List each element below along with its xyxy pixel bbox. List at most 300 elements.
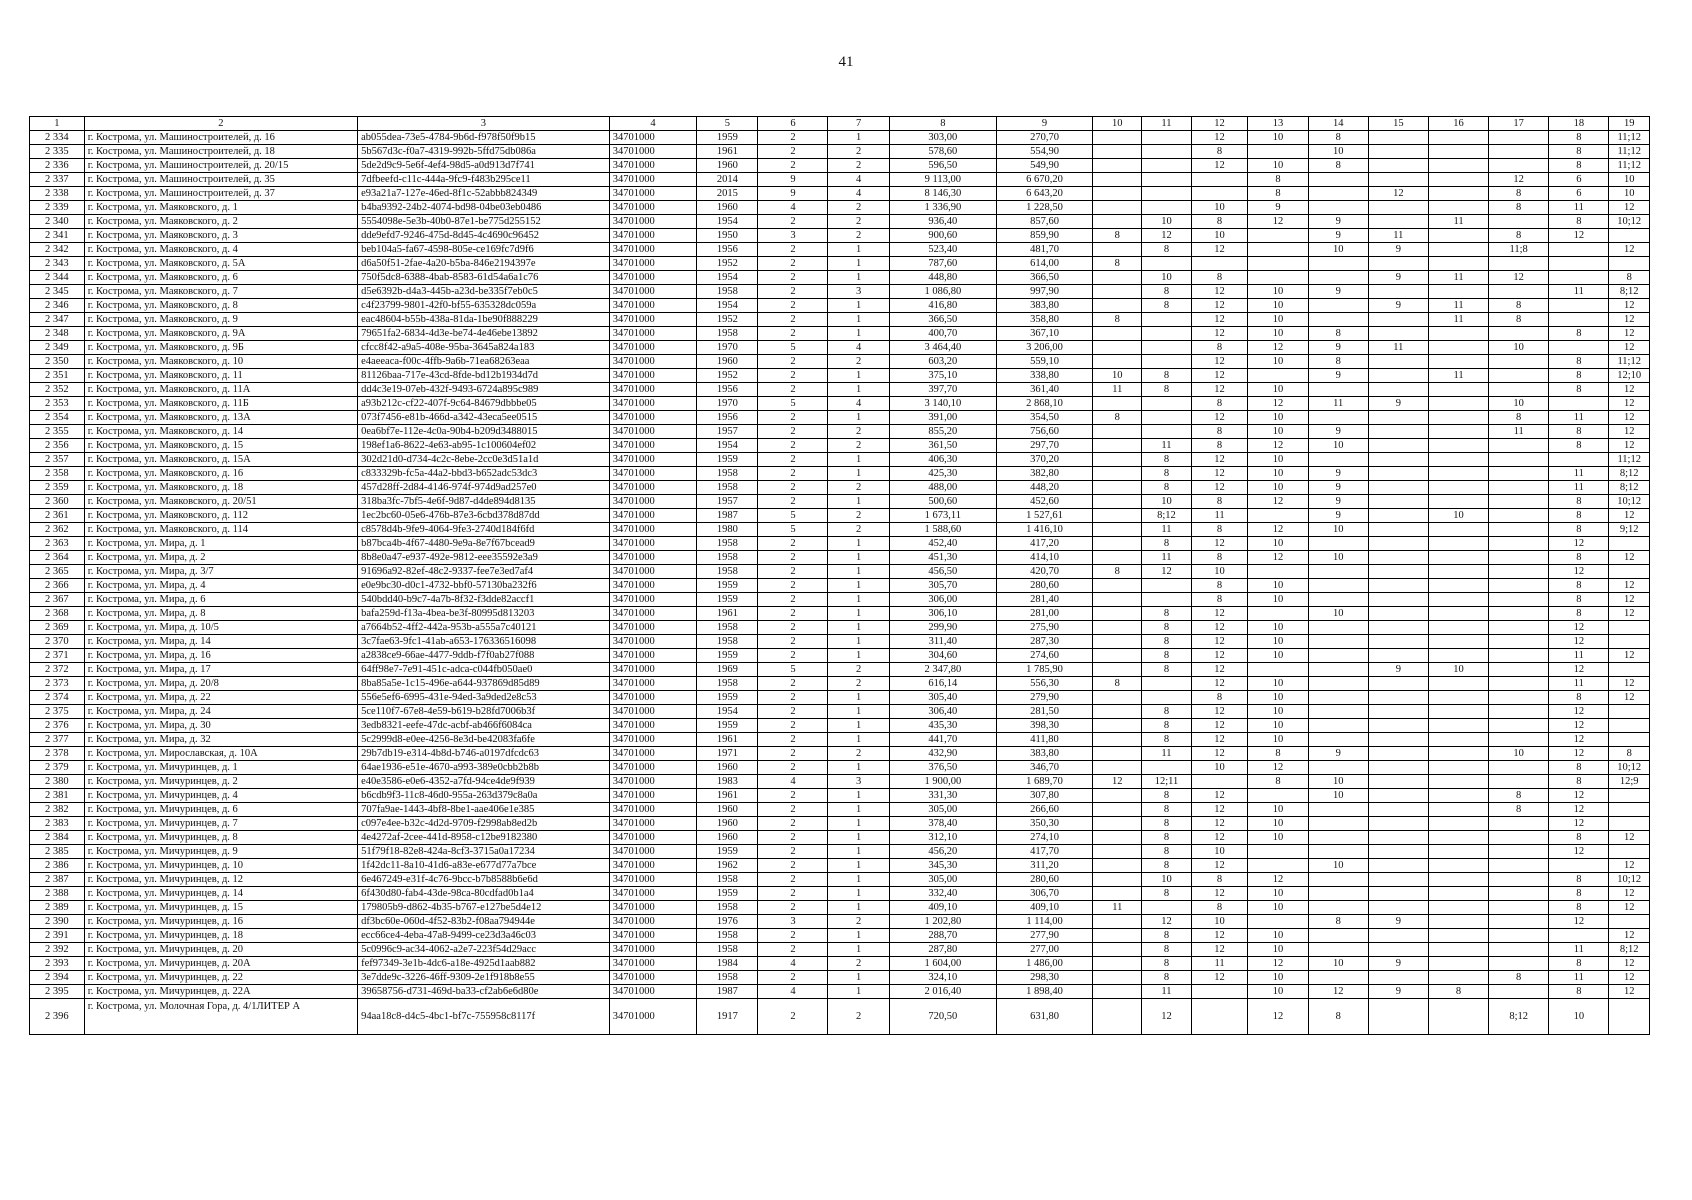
table-row [30, 901, 1650, 915]
col13-cell: 10 [1248, 649, 1308, 663]
floors-cell: 2 [758, 369, 828, 383]
col17-cell: 8 [1489, 803, 1549, 817]
col18-cell: 12 [1549, 705, 1609, 719]
col18-cell: 8 [1549, 131, 1609, 145]
table-row [30, 789, 1650, 803]
total-area-cell: 345,30 [889, 859, 996, 873]
address-cell: г. Кострома, ул. Маяковского, д. 18 [84, 481, 357, 495]
row-number-cell: 2 388 [30, 887, 85, 901]
col14-cell: 11 [1308, 397, 1368, 411]
address-cell: г. Кострома, ул. Мичуринцев, д. 1 [84, 761, 357, 775]
address-cell: г. Кострома, ул. Мичуринцев, д. 14 [84, 887, 357, 901]
living-area-cell: 383,80 [996, 747, 1092, 761]
col11-cell [1142, 761, 1191, 775]
total-area-cell: 303,00 [889, 131, 996, 145]
col14-cell [1308, 761, 1368, 775]
floors-cell: 2 [758, 999, 828, 1035]
col17-cell [1489, 985, 1549, 999]
col13-cell: 10 [1248, 299, 1308, 313]
col17-cell [1489, 929, 1549, 943]
col12-cell: 12 [1191, 537, 1248, 551]
fias-guid-cell: 8b8e0a47-e937-492e-9812-eee35592e3a9 [358, 551, 610, 565]
row-number-cell: 2 366 [30, 579, 85, 593]
year-cell: 1970 [697, 341, 758, 355]
col16-cell [1428, 845, 1488, 859]
oktmo-cell: 34701000 [609, 607, 697, 621]
col19-cell: 12 [1609, 327, 1650, 341]
year-cell: 1984 [697, 957, 758, 971]
year-cell: 1958 [697, 901, 758, 915]
col11-cell [1142, 131, 1191, 145]
row-number-cell: 2 370 [30, 635, 85, 649]
col10-cell [1093, 593, 1142, 607]
col16-cell [1428, 495, 1488, 509]
address-cell: г. Кострома, ул. Мира, д. 22 [84, 691, 357, 705]
oktmo-cell: 34701000 [609, 439, 697, 453]
col11-cell: 12;11 [1142, 775, 1191, 789]
row-number-cell: 2 357 [30, 453, 85, 467]
floors-cell: 2 [758, 313, 828, 327]
col10-cell [1093, 649, 1142, 663]
col12-cell: 10 [1191, 761, 1248, 775]
fias-guid-cell: ab055dea-73e5-4784-9b6d-f978f50f9b15 [358, 131, 610, 145]
col15-cell [1368, 873, 1428, 887]
col15-cell [1368, 733, 1428, 747]
col14-cell: 9 [1308, 369, 1368, 383]
year-cell: 1960 [697, 803, 758, 817]
entrances-cell: 2 [828, 677, 889, 691]
row-number-cell: 2 389 [30, 901, 85, 915]
col16-cell [1428, 537, 1488, 551]
column-header-2: 2 [84, 117, 357, 131]
year-cell: 1959 [697, 453, 758, 467]
col16-cell [1428, 187, 1488, 201]
row-number-cell: 2 386 [30, 859, 85, 873]
living-area-cell: 857,60 [996, 215, 1092, 229]
year-cell: 1970 [697, 397, 758, 411]
fias-guid-cell: e93a21a7-127e-46ed-8f1c-52abbb824349 [358, 187, 610, 201]
year-cell: 1971 [697, 747, 758, 761]
col18-cell [1549, 313, 1609, 327]
table-row [30, 145, 1650, 159]
floors-cell: 2 [758, 943, 828, 957]
col17-cell: 8 [1489, 971, 1549, 985]
total-area-cell: 287,80 [889, 943, 996, 957]
living-area-cell: 281,40 [996, 593, 1092, 607]
col17-cell: 10 [1489, 747, 1549, 761]
living-area-cell: 306,70 [996, 887, 1092, 901]
col19-cell: 12 [1609, 985, 1650, 999]
table-row [30, 663, 1650, 677]
col14-cell: 9 [1308, 285, 1368, 299]
living-area-cell: 275,90 [996, 621, 1092, 635]
col18-cell: 8 [1549, 159, 1609, 173]
col17-cell [1489, 943, 1549, 957]
table-row [30, 803, 1650, 817]
address-cell: г. Кострома, ул. Машиностроителей, д. 35 [84, 173, 357, 187]
col14-cell [1308, 929, 1368, 943]
col15-cell [1368, 649, 1428, 663]
fias-guid-cell: cfcc8f42-a9a5-408e-95ba-3645a824a183 [358, 341, 610, 355]
col10-cell: 10 [1093, 369, 1142, 383]
fias-guid-cell: d6a50f51-2fae-4a20-b5ba-846e2194397e [358, 257, 610, 271]
col11-cell: 8 [1142, 845, 1191, 859]
col11-cell: 11 [1142, 439, 1191, 453]
col15-cell [1368, 803, 1428, 817]
table-row [30, 691, 1650, 705]
col18-cell [1549, 299, 1609, 313]
floors-cell: 2 [758, 565, 828, 579]
total-area-cell: 1 588,60 [889, 523, 996, 537]
floors-cell: 5 [758, 523, 828, 537]
row-number-cell: 2 349 [30, 341, 85, 355]
total-area-cell: 1 086,80 [889, 285, 996, 299]
table-row [30, 453, 1650, 467]
year-cell: 1987 [697, 509, 758, 523]
living-area-cell: 279,90 [996, 691, 1092, 705]
col16-cell [1428, 831, 1488, 845]
col18-cell: 8 [1549, 327, 1609, 341]
col16-cell [1428, 579, 1488, 593]
col16-cell [1428, 145, 1488, 159]
col10-cell: 8 [1093, 677, 1142, 691]
col16-cell [1428, 957, 1488, 971]
address-cell: г. Кострома, ул. Маяковского, д. 6 [84, 271, 357, 285]
table-row [30, 719, 1650, 733]
year-cell: 1959 [697, 593, 758, 607]
total-area-cell: 500,60 [889, 495, 996, 509]
entrances-cell: 1 [828, 831, 889, 845]
col15-cell: 9 [1368, 397, 1428, 411]
col16-cell [1428, 705, 1488, 719]
living-area-cell: 614,00 [996, 257, 1092, 271]
col15-cell [1368, 383, 1428, 397]
col18-cell: 8 [1549, 355, 1609, 369]
col16-cell [1428, 635, 1488, 649]
col18-cell [1549, 453, 1609, 467]
col13-cell: 10 [1248, 635, 1308, 649]
col18-cell: 12 [1549, 635, 1609, 649]
floors-cell: 2 [758, 579, 828, 593]
col18-cell: 8 [1549, 145, 1609, 159]
col18-cell: 11 [1549, 649, 1609, 663]
col14-cell: 9 [1308, 509, 1368, 523]
col19-cell: 8;12 [1609, 285, 1650, 299]
oktmo-cell: 34701000 [609, 341, 697, 355]
floors-cell: 2 [758, 299, 828, 313]
col18-cell: 12 [1549, 719, 1609, 733]
total-area-cell: 305,00 [889, 873, 996, 887]
total-area-cell: 391,00 [889, 411, 996, 425]
col18-cell: 8 [1549, 873, 1609, 887]
col14-cell [1308, 201, 1368, 215]
col14-cell [1308, 635, 1368, 649]
col12-cell: 12 [1191, 803, 1248, 817]
col11-cell: 8 [1142, 285, 1191, 299]
row-number-cell: 2 378 [30, 747, 85, 761]
table-row [30, 845, 1650, 859]
col19-cell: 12 [1609, 397, 1650, 411]
col11-cell [1142, 425, 1191, 439]
col18-cell: 8 [1549, 831, 1609, 845]
oktmo-cell: 34701000 [609, 817, 697, 831]
col18-cell: 8 [1549, 369, 1609, 383]
floors-cell: 5 [758, 397, 828, 411]
row-number-cell: 2 362 [30, 523, 85, 537]
floors-cell: 3 [758, 229, 828, 243]
col16-cell: 11 [1428, 215, 1488, 229]
floors-cell: 2 [758, 691, 828, 705]
year-cell: 1954 [697, 705, 758, 719]
row-number-cell: 2 377 [30, 733, 85, 747]
col12-cell: 12 [1191, 285, 1248, 299]
col18-cell: 8 [1549, 775, 1609, 789]
col11-cell [1142, 691, 1191, 705]
floors-cell: 2 [758, 467, 828, 481]
year-cell: 1958 [697, 873, 758, 887]
col18-cell: 12 [1549, 845, 1609, 859]
fias-guid-cell: c8578d4b-9fe9-4064-9fe3-2740d184f6fd [358, 523, 610, 537]
col16-cell [1428, 327, 1488, 341]
fias-guid-cell: 6f430d80-fab4-43de-98ca-80cdfad0b1a4 [358, 887, 610, 901]
fias-guid-cell: 79651fa2-6834-4d3e-be74-4e46ebe13892 [358, 327, 610, 341]
col11-cell: 8 [1142, 635, 1191, 649]
col10-cell [1093, 873, 1142, 887]
col13-cell: 10 [1248, 285, 1308, 299]
row-number-cell: 2 383 [30, 817, 85, 831]
total-area-cell: 376,50 [889, 761, 996, 775]
row-number-cell: 2 396 [30, 999, 85, 1035]
fias-guid-cell: 64ff98e7-7e91-451c-adca-c044fb050ae0 [358, 663, 610, 677]
col12-cell: 11 [1191, 509, 1248, 523]
col14-cell: 9 [1308, 495, 1368, 509]
year-cell: 1958 [697, 929, 758, 943]
housing-registry-table [29, 116, 1650, 1035]
year-cell: 1956 [697, 383, 758, 397]
oktmo-cell: 34701000 [609, 313, 697, 327]
col13-cell: 10 [1248, 579, 1308, 593]
col14-cell: 8 [1308, 355, 1368, 369]
col18-cell: 12 [1549, 663, 1609, 677]
col11-cell: 8 [1142, 929, 1191, 943]
total-area-cell: 366,50 [889, 313, 996, 327]
floors-cell: 2 [758, 327, 828, 341]
col19-cell: 12 [1609, 243, 1650, 257]
table-row [30, 551, 1650, 565]
living-area-cell: 280,60 [996, 873, 1092, 887]
entrances-cell: 1 [828, 873, 889, 887]
column-header-16: 16 [1428, 117, 1488, 131]
col19-cell: 11;12 [1609, 453, 1650, 467]
fias-guid-cell: dd4c3e19-07eb-432f-9493-6724a895c989 [358, 383, 610, 397]
col13-cell: 9 [1248, 201, 1308, 215]
col11-cell [1142, 313, 1191, 327]
oktmo-cell: 34701000 [609, 537, 697, 551]
oktmo-cell: 34701000 [609, 299, 697, 313]
col17-cell [1489, 957, 1549, 971]
col17-cell: 10 [1489, 341, 1549, 355]
row-number-cell: 2 395 [30, 985, 85, 999]
row-number-cell: 2 393 [30, 957, 85, 971]
living-area-cell: 1 898,40 [996, 985, 1092, 999]
col14-cell [1308, 187, 1368, 201]
oktmo-cell: 34701000 [609, 887, 697, 901]
col19-cell [1609, 621, 1650, 635]
entrances-cell: 1 [828, 299, 889, 313]
col14-cell [1308, 971, 1368, 985]
col18-cell: 11 [1549, 411, 1609, 425]
address-cell: г. Кострома, ул. Мичуринцев, д. 2 [84, 775, 357, 789]
col18-cell [1549, 271, 1609, 285]
col16-cell [1428, 341, 1488, 355]
col19-cell: 10;12 [1609, 495, 1650, 509]
living-area-cell: 274,60 [996, 649, 1092, 663]
table-row [30, 509, 1650, 523]
floors-cell: 2 [758, 257, 828, 271]
floors-cell: 2 [758, 383, 828, 397]
col11-cell [1142, 145, 1191, 159]
col14-cell [1308, 453, 1368, 467]
oktmo-cell: 34701000 [609, 327, 697, 341]
col16-cell: 8 [1428, 985, 1488, 999]
year-cell: 1958 [697, 635, 758, 649]
col18-cell: 11 [1549, 677, 1609, 691]
entrances-cell: 1 [828, 383, 889, 397]
col17-cell [1489, 915, 1549, 929]
col15-cell [1368, 285, 1428, 299]
col16-cell [1428, 565, 1488, 579]
living-area-cell: 417,20 [996, 537, 1092, 551]
entrances-cell: 1 [828, 607, 889, 621]
col10-cell [1093, 621, 1142, 635]
col18-cell: 8 [1549, 215, 1609, 229]
oktmo-cell: 34701000 [609, 579, 697, 593]
entrances-cell: 1 [828, 453, 889, 467]
living-area-cell: 270,70 [996, 131, 1092, 145]
col14-cell: 9 [1308, 425, 1368, 439]
col17-cell [1489, 285, 1549, 299]
oktmo-cell: 34701000 [609, 551, 697, 565]
col11-cell [1142, 327, 1191, 341]
address-cell: г. Кострома, ул. Маяковского, д. 5А [84, 257, 357, 271]
row-number-cell: 2 343 [30, 257, 85, 271]
column-header-14: 14 [1308, 117, 1368, 131]
total-area-cell: 596,50 [889, 159, 996, 173]
col16-cell [1428, 873, 1488, 887]
table-row [30, 397, 1650, 411]
col19-cell: 12 [1609, 971, 1650, 985]
row-number-cell: 2 345 [30, 285, 85, 299]
oktmo-cell: 34701000 [609, 845, 697, 859]
col12-cell: 12 [1191, 943, 1248, 957]
col16-cell [1428, 397, 1488, 411]
col13-cell [1248, 789, 1308, 803]
col17-cell [1489, 649, 1549, 663]
table-row [30, 775, 1650, 789]
col13-cell [1248, 915, 1308, 929]
col18-cell: 8 [1549, 551, 1609, 565]
col11-cell: 11 [1142, 523, 1191, 537]
fias-guid-cell: 1f42dc11-8a10-41d6-a83e-e677d77a7bce [358, 859, 610, 873]
col15-cell: 9 [1368, 243, 1428, 257]
col12-cell: 12 [1191, 649, 1248, 663]
col14-cell [1308, 593, 1368, 607]
col17-cell: 10 [1489, 397, 1549, 411]
year-cell: 1960 [697, 201, 758, 215]
fias-guid-cell: a7664b52-4ff2-442a-953b-a555a7c40121 [358, 621, 610, 635]
total-area-cell: 305,40 [889, 691, 996, 705]
entrances-cell: 1 [828, 621, 889, 635]
address-cell: г. Кострома, ул. Мичуринцев, д. 16 [84, 915, 357, 929]
year-cell: 1958 [697, 551, 758, 565]
total-area-cell: 720,50 [889, 999, 996, 1035]
floors-cell: 2 [758, 355, 828, 369]
col14-cell [1308, 817, 1368, 831]
col16-cell [1428, 131, 1488, 145]
col11-cell [1142, 173, 1191, 187]
row-number-cell: 2 384 [30, 831, 85, 845]
total-area-cell: 432,90 [889, 747, 996, 761]
col12-cell [1191, 775, 1248, 789]
floors-cell: 2 [758, 243, 828, 257]
row-number-cell: 2 342 [30, 243, 85, 257]
year-cell: 1960 [697, 355, 758, 369]
col16-cell [1428, 467, 1488, 481]
col13-cell: 12 [1248, 999, 1308, 1035]
row-number-cell: 2 382 [30, 803, 85, 817]
col10-cell [1093, 509, 1142, 523]
row-number-cell: 2 335 [30, 145, 85, 159]
col15-cell [1368, 131, 1428, 145]
fias-guid-cell: dde9efd7-9246-475d-8d45-4c4690c96452 [358, 229, 610, 243]
total-area-cell: 306,10 [889, 607, 996, 621]
entrances-cell: 3 [828, 775, 889, 789]
col17-cell [1489, 523, 1549, 537]
col13-cell: 10 [1248, 691, 1308, 705]
col12-cell: 8 [1191, 523, 1248, 537]
col19-cell: 12 [1609, 579, 1650, 593]
row-number-cell: 2 358 [30, 467, 85, 481]
col12-cell: 12 [1191, 481, 1248, 495]
col19-cell: 12 [1609, 551, 1650, 565]
total-area-cell: 331,30 [889, 789, 996, 803]
col19-cell: 12;10 [1609, 369, 1650, 383]
address-cell: г. Кострома, ул. Мичуринцев, д. 12 [84, 873, 357, 887]
fias-guid-cell: eac48604-b55b-438a-81da-1be90f888229 [358, 313, 610, 327]
fias-guid-cell: c833329b-fc5a-44a2-bbd3-b652adc53dc3 [358, 467, 610, 481]
col14-cell [1308, 831, 1368, 845]
total-area-cell: 2 016,40 [889, 985, 996, 999]
col14-cell [1308, 719, 1368, 733]
row-number-cell: 2 363 [30, 537, 85, 551]
col18-cell: 8 [1549, 439, 1609, 453]
col17-cell: 8 [1489, 201, 1549, 215]
col11-cell: 8 [1142, 831, 1191, 845]
fias-guid-cell: 39658756-d731-469d-ba33-cf2ab6e6d80e [358, 985, 610, 999]
col17-cell [1489, 817, 1549, 831]
address-cell: г. Кострома, ул. Молочная Гора, д. 4/1ЛИТЕР А [84, 999, 357, 1035]
col13-cell: 10 [1248, 355, 1308, 369]
col10-cell [1093, 467, 1142, 481]
col12-cell [1191, 999, 1248, 1035]
col17-cell [1489, 551, 1549, 565]
address-cell: г. Кострома, ул. Мичуринцев, д. 9 [84, 845, 357, 859]
year-cell: 1958 [697, 537, 758, 551]
year-cell: 1961 [697, 145, 758, 159]
col10-cell [1093, 915, 1142, 929]
fias-guid-cell: 8ba85a5e-1c15-496e-a644-937869d85d89 [358, 677, 610, 691]
table-row [30, 327, 1650, 341]
